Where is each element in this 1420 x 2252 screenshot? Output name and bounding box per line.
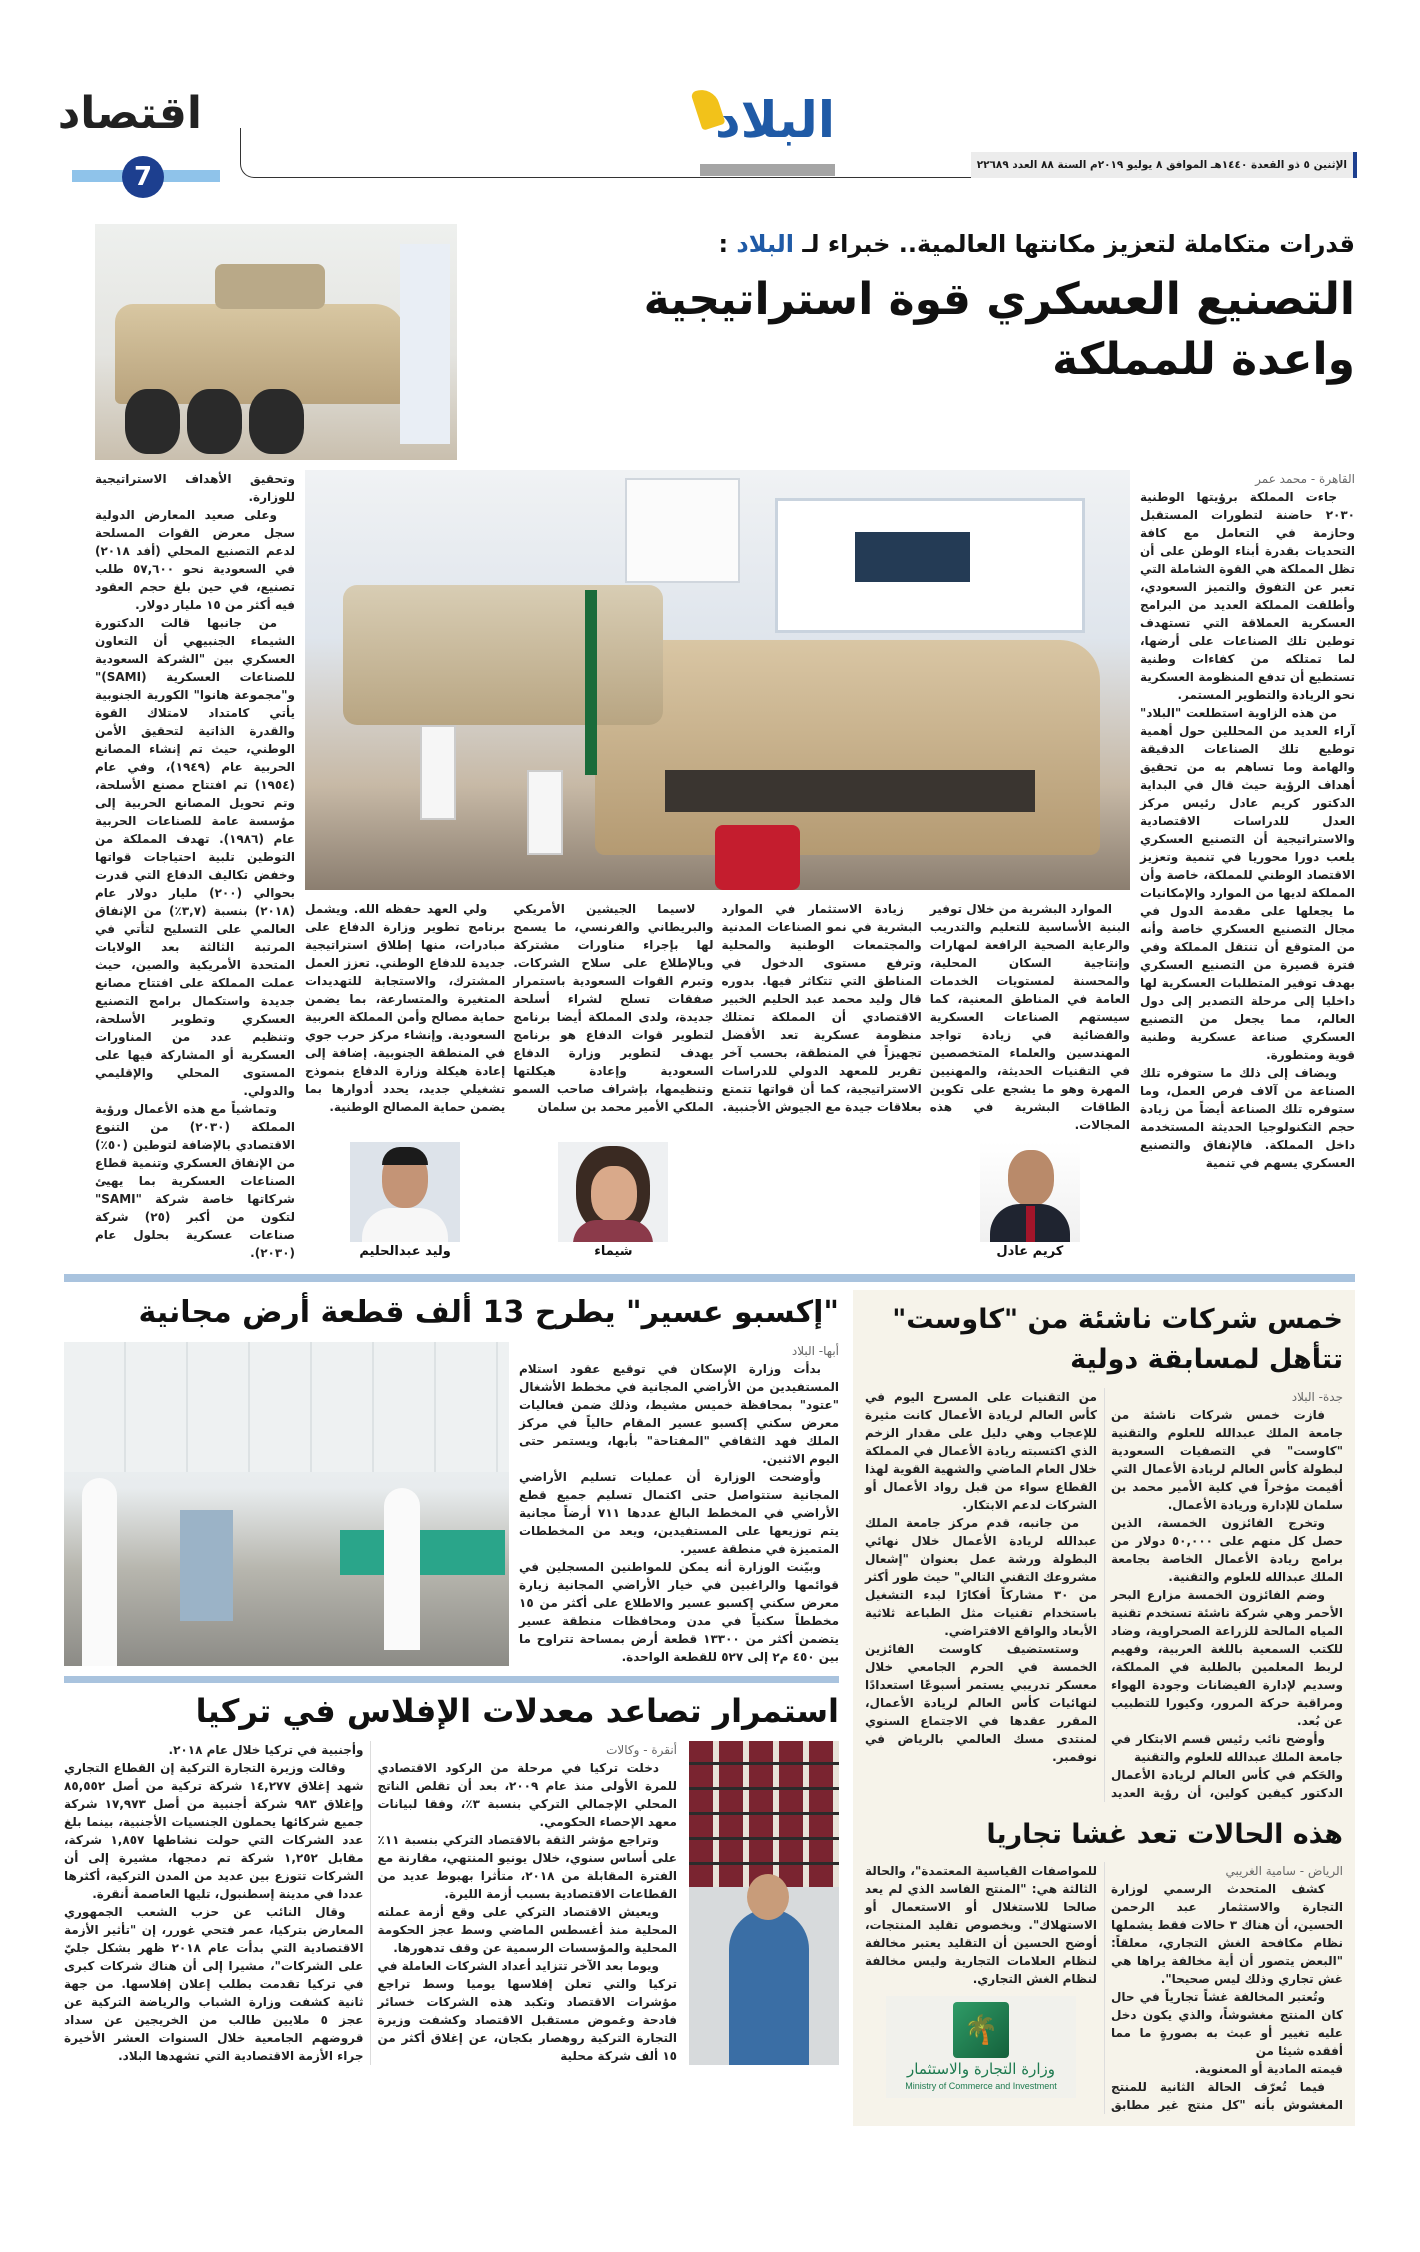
main-col-c [513, 900, 713, 1262]
lower-section [64, 1290, 1355, 2126]
main-story [95, 224, 1355, 1262]
paragraph: كشف المتحدث الرسمي لوزارة التجارة والاستثمار عبد الرحمن الحسين، أن هناك ٣ حالات فقط يشملها نظام مكافحة الغش التجاري، معلقاً: "البعض يتصور أن أية مخالفة يراها هي غش تجاري وذلك ليس صحيحا". [1111, 1882, 1343, 1986]
paragraph: لاسيما الجيشين الأمريكي والبريطاني والفرنسي، ما يسمح لها بإجراء مناورات مشتركة وبالإطلاع على سلاح الشركات. وتبرم القوات السعودية باستمرار صفقات تسلح لشراء أسلحة جديدة، ولدى المملكة أيضا برنامج لتطوير قوات الدفاع هو برنامج يهدف لتطوير وزارة الدفاع السعودية وإعادة هيكلتها وتنظيمها، بإشراف صاحب السمو الملكي الأمير محمد بن سلمان [513, 902, 714, 1114]
paragraph: بدأت وزارة الإسكان في توقيع عقود استلام المستفيدين من الأراضي المجانية في مخطط الأشغال "عتود" بمحافظة خميس مشيط، وذلك ضمن فعاليات معرض سكني إكسبو عسير المقام حالياً في مركز الملك فهد الثقافي "المفتاحة" بأبها، ويستمر حتى اليوم الاثنين. [519, 1362, 839, 1466]
portrait-photo [980, 1142, 1080, 1242]
paragraph: وقالت وزيرة التجارة التركية إن القطاع التجاري شهد إغلاق ١٤,٢٧٧ شركة تركية من أصل ٨٥,٥٥٢ وإغلاق ٩٨٣ شركة أجنبية من أصل ١٧,٩٧٣ شركة جميع شركائها يحملون الجنسيات الأجنبية، بينما بلغ عدد الشركات التي حولت نشاطها ١,٨٥٧ شركة، مقابل ١,٢٥٢ شركة تم دمجها، مشيرة إلى أن الشركات تتوزع بين عديد من المدن التركية، أكثرها عددا في مدينة إسطنبول، تليها العاصمة أنقرة. [64, 1761, 364, 1901]
header-rule [240, 128, 975, 178]
expo-headline: "إكسبو عسير" يطرح 13 ألف قطعة أرض مجانية [138, 1295, 839, 1330]
headline-line-2: واعدة للمملكة [1052, 334, 1355, 385]
paragraph: جاءت المملكة برؤيتها الوطنية ٢٠٣٠ حاضنة لتطورات المستقبل وحازمة في التعامل مع كافة التحديات بقدرة أبناء الوطن على أن تظل المملكة هي القوة الشاملة التي تعبر عن التفوق والتميز السعودي، وأطلقت المملكة العديد من البرامج العسكرية العملاقة التي تستهدف توطين تلك الصناعات على أرضها، لما تمتلكه من كفاءات وطنية تستطيع أن تدفع المنظومة العسكرية نحو الريادة والتطوير المستمر. [1140, 490, 1355, 702]
main-col-a [930, 900, 1130, 1262]
main-band [305, 900, 1130, 1262]
newspaper-logo [690, 80, 840, 162]
kaust-byline: جدة- البلاد [1291, 1390, 1343, 1404]
paragraph: ويضاف إلى ذلك ما ستوفره تلك الصناعة من آلاف فرص العمل، وما ستوفره تلك الصناعة أيضاً من زيادة حجم التكنولوجيا الحديثة المستخدمة داخل المملكة. فالإنفاق والتصنيع العسكري يسهم في تنمية [1140, 1066, 1355, 1170]
kicker-colon: : [718, 230, 737, 258]
main-col-d [305, 900, 505, 1262]
main-center [305, 470, 1130, 1262]
fraud-text [865, 1862, 1343, 2114]
paragraph: وضم الفائزون الخمسة مزارع البحر الأحمر وهي شركة ناشئة تستخدم تقنية المياه المالحة للزراعة الصحراوية، وضاد للكتب السمعية باللغة العربية، وفهيم لربط المعلمين بالطلبة في المملكة، وسديم لإدارة الفيضانات وجودة الهواء ومراقبة حركة المرور، وكيورا للتطبيب عن بُعد. [1111, 1588, 1343, 1728]
main-headline [469, 270, 1355, 390]
paragraph: وعلى صعيد المعارض الدولية سجل معرض القوات المسلحة لدعم التصنيع المحلي (أفد ٢٠١٨) في السعودية نحو ٥٧,٦٠٠ طلب تصنيع، في حين بلغ حجم العقود فيه أكثر من ١٥ مليار دولار. [95, 508, 295, 612]
currency-exchange-photo [689, 1741, 839, 2065]
paragraph: وتحقيق الأهداف الاستراتيجية للوزارة. [95, 472, 295, 504]
military-expo-photo [305, 470, 1130, 890]
paragraph: وستستضيف كاوست الفائزين الخمسة في الحرم الجامعي خلال معسكر تدريبي يستمر أسبوعًا استعدادًا لنهائيات كأس العالم لريادة الأعمال، المقرر عقدها في الاجتماع السنوي لمنتدى مسك العالمي بالرياض في نوفمبر. [865, 1642, 1097, 1764]
paragraph: فازت خمس شركات ناشئة من جامعة الملك عبدالله للعلوم والتقنية "كاوست" في التصفيات السعودية لبطولة كأس العالم لريادة الأعمال التي أقيمت مؤخراً في كلية الأمير محمد بن سلمان للإدارة وريادة الأعمال. [1111, 1408, 1343, 1512]
ministry-name-en: Ministry of Commerce and Investment [905, 2081, 1057, 2091]
expo-body [64, 1342, 839, 1666]
main-top-row [95, 224, 1355, 460]
portrait-walid-abdelhalim [305, 1134, 505, 1262]
paragraph: ويوما بعد الآخر تتزايد أعداد الشركات العاملة في تركيا والتي تعلن إفلاسها يوميا وسط تراجع مؤشرات الاقتصاد وتكبد هذه الشركات خسائر فادحة وغموض مستقبل الاقتصاد وكشفت وزيرة التجارة التركية روهصار بكجان، عن إغلاق أكثر من ١٥ ألف شركة محلية [377, 1959, 677, 2063]
section-divider [64, 1274, 1355, 1282]
portrait-shaimaa [513, 1134, 713, 1262]
paragraph: والحَكم في كأس العالم لريادة الأعمال الدكتور كيفين كولين، أن رؤية العديد من التقنيات على المسرح اليوم في كأس العالم لريادة الأعمال كانت مثيرة للإعجاب وهي دليل على مقدار الزخم الذي اكتسبته ريادة الأعمال في المملكة خلال العام الماضي والشهية القوية لهذا القطاع سواء من قبل رواد الأعمال أو الشركات لدعم الابتكار. [865, 1390, 1343, 1800]
ministry-name-ar: وزارة التجارة والاستثمار [907, 2060, 1055, 2078]
portrait-caption: كريم عادل [996, 1244, 1064, 1259]
portrait-photo [558, 1142, 668, 1242]
logo-underbar [700, 164, 835, 176]
portrait-caption: شيماء [594, 1244, 633, 1259]
main-col-right [1140, 470, 1355, 1172]
paragraph: وتخرج الفائزون الخمسة، الذين حصل كل منهم على ٥٠,٠٠٠ دولار من برامج ريادة الأعمال الخاصة بجامعة الملك عبدالله للعلوم والتقنية. [1111, 1516, 1344, 1584]
kaust-text [865, 1388, 1343, 1802]
armored-vehicle-photo [95, 224, 457, 460]
portrait-caption: وليد عبدالحليم [359, 1244, 451, 1259]
paragraph: زيادة الاستثمار في الموارد البشرية في نمو الصناعات المدنية والمجتمعات الوطنية والمحلية وترفع مستوى الدخول في المناطق التي تتكاثر فيها. بدوره قال وليد محمد عبد الحليم الخبير الاقتصادي أن المملكة تمتلك منظومة عسكرية تعد الأفضل تجهيزاً في المنطقة، بحسب آخر تقرير للمعهد الدولي للدراسات الاستراتيجية، كما أن قواتها تتمتع بعلاقات جيدة مع الجيوش الأجنبية. [721, 902, 922, 1114]
sidebar-box [853, 1290, 1355, 2126]
fraud-byline: الرياض - سامية الغريبي [1225, 1864, 1343, 1878]
turkey-byline: أنقرة - وكالات [606, 1743, 677, 1757]
page-header [0, 0, 1420, 224]
paragraph: من جانبه، قدم مركز جامعة الملك عبدالله لريادة الأعمال خلال نهائي البطولة ورشة عمل بعنوان "إشعال مشروعك التقني التالي" حيث طور أكثر من ٣٠ مشاركاً أفكارًا لبدء التشغيل باستخدام تقنيات مثل الطباعة ثلاثية الأبعاد والواقع الافتراضي. [865, 1516, 1097, 1638]
paragraph: من هذه الزاوية استطلعت "البلاد" آراء العديد من المحللين حول أهمية توطيع تلك الصناعات الدقيقة والهامة وما تساهم به من تحقيق أهداف الرؤية حيث قال في البداية الدكتور كريم عادل رئيس مركز العدل للدراسات الاقتصادية والاستراتيجية أن التصنيع العسكري يلعب دورا محوريا في تنمية وتعزيز الاقتصاد الوطني للمملكة، خاصة وأن المملكة لديها من الموارد والإمكانيات ما يجعلها على مقدمة الدول في مجال التصنيع العسكري خاصة وأنه من المتوقع أن تنتقل المملكة وفي فترة قصيرة من التصنيع العسكري بهدف توفير المتطلبات العسكرية لها داخليا إلى مرحلة التصدير إلى دول العالم، مما يجعل من التصنيع العسكري صناعة عسكرية وطنية قوية ومتطورة. [1140, 706, 1355, 1062]
page-content [64, 224, 1355, 2126]
expo-story [64, 1290, 839, 1666]
paragraph: من جانبها قالت الدكتورة الشيماء الجنبيهي أن التعاون العسكري بين "الشركة السعودية للصناعات العسكرية (SAMI)" و"مجموعة هانوا" الكورية الجنوبية يأتي كامتداد لامتلاك القوة والقدرة الذاتية لتحقيق الأمن الوطني، حيث تم إنشاء المصانع الحربية عام (١٩٤٩)، وفي عام (١٩٥٤) تم افتتاح مصنع الأسلحة، وتم تحويل المصانع الحربية إلى مؤسسة عامة للصناعات الحربية عام (١٩٨٦). تهدف المملكة من التوطين تلبية احتياجات قواتها وخفض تكاليف الدفاع التي قدرت بحوالي (٢٠٠) مليار دولار عام (٢٠١٨) بنسبة (٣,٧٪) من الإنفاق العالمي على التسليح لتأتي في المرتبة الثالثة بعد الولايات المتحدة الأمريكية والصين، حيث عملت المملكة على افتتاح مصانع جديدة واستكمال برامج التصنيع العسكري وتطوير الأسلحة، وتنظيم عدد من المناورات العسكرية أو المشاركة فيها على المستوى المحلي والإقليمي والدولي. [95, 616, 295, 1098]
turkey-text [64, 1741, 677, 2065]
paragraph: الموارد البشرية من خلال توفير البنية الأساسية للتعليم والتدريب والرعاية الصحية الرافعة لمهارات وإنتاجية السكان المحلية، والمحسنة لمستويات الخدمات العامة في المناطق المعنية، كما سيستهم الصناعات العسكرية والفضائية في زيادة تواجد المهندسين والعلماء المتخصصين في التقنيات الحديثة، والمهنيين المهرة وهو ما يشجع على تكوين الطاقات البشرية في هذه المجالات. [929, 902, 1130, 1132]
paragraph: وأوضحت الوزارة أن عمليات تسليم الأراضي المجانية ستتواصل حتى اكتمال تسليم جميع قطع الأراضي في المخطط البالغ عددها ٧١١ أرضاً مجانية يتم توزيعها على المستفيدين، ويعد من المخططات المتميزة في منطقة عسير. [519, 1470, 839, 1556]
dateline: الإثنين ٥ ذو القعدة ١٤٤٠هـ الموافق ٨ يوليو ٢٠١٩م السنة ٨٨ العدد ٢٢٦٨٩ [971, 152, 1357, 178]
turkey-body [64, 1741, 839, 2065]
expo-text [519, 1342, 839, 1666]
main-headline-block [469, 224, 1355, 390]
paragraph: وتراجع مؤشر الثقة بالاقتصاد التركي بنسبة ١١٪ على أساس سنوي، خلال يونيو المنتهي، مقارنة مع الفترة المقابلة من ٢٠١٨، متأثرا بهبوط عديد من القطاعات الاقتصادية بسبب أزمة الليرة. [377, 1833, 678, 1901]
lower-left [64, 1290, 839, 2065]
paragraph: وبيّنت الوزارة أنه يمكن للمواطنين المسجلين في قوائمها والراغبين في خيار الأراضي المجانية زيارة معرض سكني إكسبو عسير والاطلاع على أكثر من ١٥ مخططاً سكنياً في مدن ومحافظات منطقة عسير يتضمن أكثر من ١٣٣٠٠ قطعة أرض بمساحة تتراوح ما بين ٤٥٠ م٢ إلى ٥٢٧ للقطعة الواحدة. [519, 1560, 839, 1664]
fraud-headline: هذه الحالات تعد غشا تجاريا [986, 1819, 1343, 1850]
paragraph: فيما تُعرّف الحالة الثانية للمنتج المغشوش بأنه "كل منتج غير مطابق للمواصفات القياسية المعتمدة"، والحالة الثالثة هي: "المنتج الفاسد الذي لم يعد صالحا للاستغلال أو الاستعمال أو الاستهلاك". وبخصوص تقليد المنتجات، أوضح الحسين أن التقليد يعتبر مخالفة لنظام العلامات التجارية وليس مخالفة لنظام الغش التجاري. [865, 1864, 1343, 2112]
paragraph: ولي العهد حفظه الله. ويشمل برنامج تطوير وزارة الدفاع على مبادرات، منها إطلاق استراتيجية جديدة للدفاع الوطني. تعزز العمل المشترك، والاستجابة للتهديدات المتغيرة والمتسارعة، بما يضمن حماية مصالح وأمن المملكة العربية السعودية. وإنشاء مركز حرب جوي في المنطقة الجنوبية. إضافة إلى إعادة هيكلة وزارة الدفاع بنموذج تشغيلي جديد، يحدد أدوارها بما يضمن حماية المصالح الوطنية. [305, 902, 506, 1114]
kaust-headline-line-2: تتأهل لمسابقة دولية [1070, 1344, 1343, 1375]
paragraph: وقال النائب عن حزب الشعب الجمهوري المعارض بتركيا، عمر فتحي غورر، إن "تأثير الأزمة الاقتصادية التي بدأت عام ٢٠١٨ ظهر بشكل جليّ على الشركات"، مشيرا إلى أن هناك شركات كبرى في تركيا تقدمت بطلب إعلان إفلاسها. من جهة ثانية كشفت وزارة الشباب والرياضة التركية عن عجز ٥ ملايين طالب من الخريجين عن سداد قروضهم الجامعية خلال السنوات العشر الأخيرة جراء الأزمة الاقتصادية التي تشهدها البلاد. [64, 1905, 364, 2063]
portrait-karim-adel [930, 1134, 1130, 1262]
paragraph: وأوضح نائب رئيس قسم الابتكار في جامعة الملك عبدالله للعلوم والتقنية [1111, 1732, 1343, 1764]
expo-byline: أبها- البلاد [791, 1344, 839, 1358]
section-divider [64, 1676, 839, 1683]
paragraph: وتماشياً مع هذه الأعمال ورؤية المملكة (٢٠٣٠) من التنوع الاقتصادي بالإضافة لتوطين (٥٠٪) من الإنفاق العسكري وتنمية قطاع الصناعات العسكرية بما يهيئ شركاتها خاصة شركة "SAMI" لتكون من أكبر (٢٥) شركة صناعات عسكرية بحلول عام (٢٠٣٠). [95, 1102, 295, 1260]
kicker-text: قدرات متكاملة لتعزيز مكانتها العالمية.. خبراء لـ [802, 230, 1355, 258]
main-col-b [722, 900, 922, 1262]
paragraph: قيمته المادية أو المعنوية. [1194, 2062, 1343, 2076]
ministry-logo [886, 1996, 1076, 2098]
main-col-left [95, 470, 295, 1262]
paragraph: وأجنبية في تركيا خلال عام ٢٠١٨. [168, 1743, 364, 1757]
paragraph: دخلت تركيا في مرحلة من الركود الاقتصادي للمرة الأولى منذ عام ٢٠٠٩، بعد أن تقلص الناتج المحلي الإجمالي التركي بنسبة ٣٪، وفقا لبيانات معهد الإحصاء الحكومي. [377, 1761, 677, 1829]
paragraph: وتُعتبر المخالفة غشاً تجارياً في حال كان المنتج مغشوشاً، والذي يكون دخل عليه تغيير أو عبث به بصورةٍ ما مما أفقده شيئا من [1111, 1990, 1343, 2058]
turkey-headline: استمرار تصاعد معدلات الإفلاس في تركيا [195, 1692, 839, 1730]
main-byline: القاهرة - محمد عمر [1255, 472, 1355, 486]
kaust-headline-line-1: خمس شركات ناشئة من "كاوست" [892, 1304, 1343, 1335]
palm-swords-emblem-icon: 🌴 [953, 2002, 1009, 2058]
logo-text: البلاد [715, 91, 835, 149]
page-number-badge: 7 [122, 156, 164, 198]
headline-line-1: التصنيع العسكري قوة استراتيجية [643, 274, 1355, 325]
kaust-headline [865, 1300, 1343, 1380]
turkey-story [64, 1687, 839, 2065]
paragraph: ويعيش الاقتصاد التركي على وقع أزمة عملته المحلية منذ أغسطس الماضي وسط عجز الحكومة المحلية والمؤسسات الرسمية عن وقف تدهورها. [377, 1905, 677, 1955]
kicker-logo: البلاد [736, 230, 794, 258]
portrait-photo [350, 1142, 460, 1242]
main-body-row [95, 470, 1355, 1262]
expo-asir-photo [64, 1342, 509, 1666]
section-title: اقتصاد [57, 88, 202, 139]
main-kicker [469, 224, 1355, 264]
